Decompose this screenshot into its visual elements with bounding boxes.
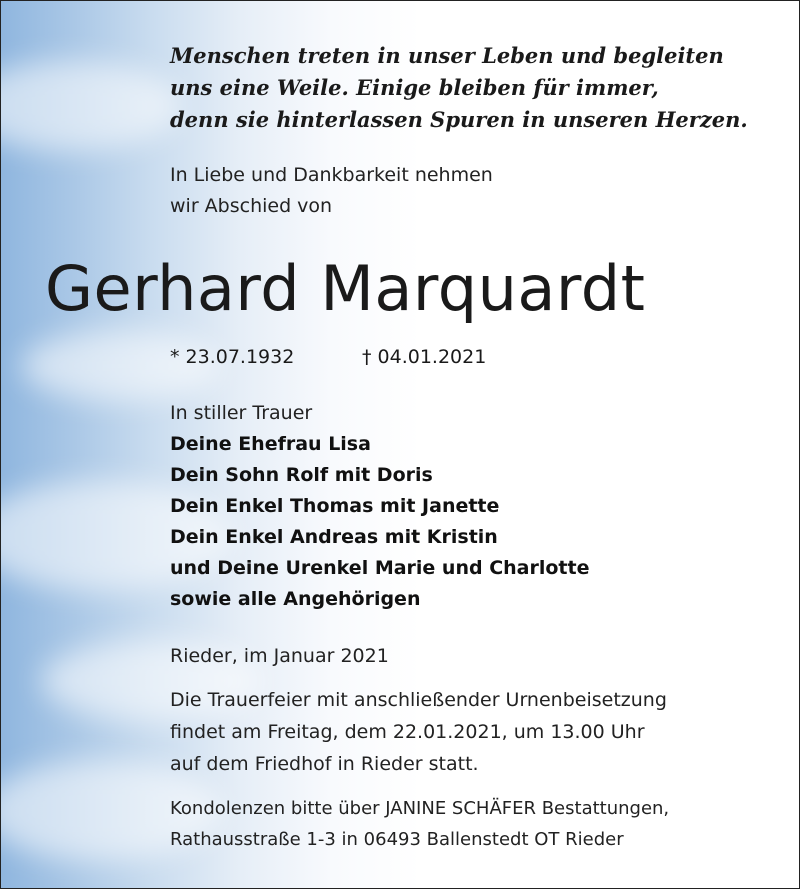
ceremony-line: auf dem Friedhof in Rieder statt. <box>170 753 479 775</box>
mourner-line: und Deine Urenkel Marie und Charlotte <box>170 557 590 579</box>
deceased-name: Gerhard Marquardt <box>45 252 646 325</box>
mourner-line: Dein Enkel Thomas mit Janette <box>170 495 500 517</box>
mourner-line: sowie alle Angehörigen <box>170 588 421 610</box>
quote-line: uns eine Weile. Einige bleiben für immer, <box>170 75 659 100</box>
ceremony-line: Die Trauerfeier mit anschließender Urnenbeisetzung <box>170 689 667 711</box>
mourner-line: Deine Ehefrau Lisa <box>170 433 371 455</box>
quote-line: denn sie hinterlassen Spuren in unseren Herzen. <box>170 107 748 132</box>
place-date: Rieder, im Januar 2021 <box>170 645 389 667</box>
death-date: † 04.01.2021 <box>362 346 487 368</box>
condolences-line: Rathausstraße 1-3 in 06493 Ballenstedt OT Rieder <box>170 829 624 850</box>
condolences-line: Kondolenzen bitte über JANINE SCHÄFER Bestattungen, <box>170 798 670 819</box>
intro-line: wir Abschied von <box>170 195 333 217</box>
mourner-line: Dein Sohn Rolf mit Doris <box>170 464 433 486</box>
birth-date: * 23.07.1932 <box>170 346 295 368</box>
mourning-intro: In stiller Trauer <box>170 402 313 424</box>
ceremony-line: findet am Freitag, dem 22.01.2021, um 13.00 Uhr <box>170 721 645 743</box>
mourner-line: Dein Enkel Andreas mit Kristin <box>170 526 498 548</box>
quote-line: Menschen treten in unser Leben und begleiten <box>170 43 724 68</box>
intro-line: In Liebe und Dankbarkeit nehmen <box>170 164 493 186</box>
